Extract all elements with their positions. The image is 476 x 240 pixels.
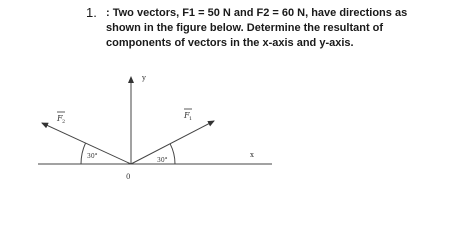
vector-f2-label bbox=[56, 112, 65, 125]
question-line: shown in the figure below. Determine the resultant of bbox=[106, 22, 384, 34]
angle-f1-arc bbox=[170, 144, 175, 164]
vector-f1-subscript: 1 bbox=[189, 116, 193, 122]
question-line: : Two vectors, F1 = 50 N and F2 = 60 N, have directions as bbox=[106, 7, 408, 19]
angle-f2-label: 30° bbox=[87, 153, 98, 160]
vector-f1-letter: F bbox=[184, 111, 190, 120]
origin-label: 0 bbox=[126, 173, 131, 181]
x-axis-label: x bbox=[250, 151, 254, 159]
vector-f2-subscript: 2 bbox=[62, 119, 66, 125]
angle-f1-label: 30° bbox=[157, 157, 168, 164]
question-line: components of vectors in the x-axis and y-axis. bbox=[106, 37, 354, 49]
angle-f2-arc bbox=[81, 143, 86, 164]
vector-f1-arrow bbox=[131, 121, 214, 164]
y-axis-label: y bbox=[142, 74, 146, 82]
question-number: 1. bbox=[86, 5, 97, 20]
vector-f1-label bbox=[183, 109, 192, 122]
vector-f2-letter: F bbox=[57, 114, 63, 123]
